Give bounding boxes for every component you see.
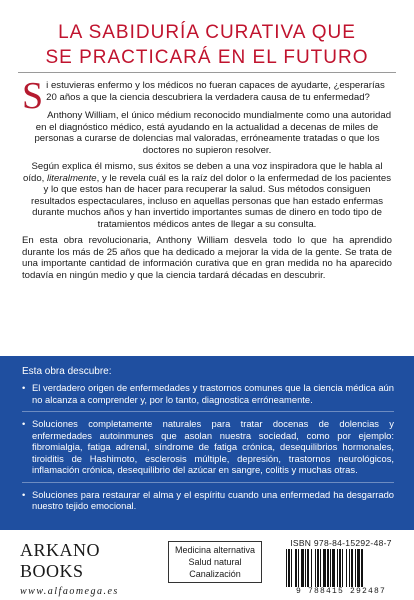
cover-headline [0, 20, 414, 70]
headline-line-1: LA SABIDURÍA CURATIVA QUE [58, 22, 356, 43]
category-1: Medicina alternativa [174, 545, 256, 555]
barcode-bar [320, 549, 321, 587]
barcode-bar [330, 549, 331, 587]
paragraph-3-emphasis: literalmente [47, 172, 97, 184]
barcode-bar [361, 549, 363, 587]
feature-item-1: • El verdadero origen de enfermedades y trastornos comunes que la ciencia médica aún no alcanza a comprender y, por lo tanto, diagnostica erróneamente. [22, 382, 394, 405]
barcode-bar [286, 549, 287, 587]
publisher-name: ARKANO BOOKS [20, 540, 101, 581]
barcode-bar [355, 549, 356, 587]
barcode-bar [357, 549, 360, 587]
features-heading: Esta obra descubre: [22, 366, 112, 377]
barcode-icon [284, 549, 398, 587]
barcode-bar [307, 549, 309, 587]
barcode-number: 9 788415 292487 [295, 587, 386, 596]
barcode-bar [305, 549, 306, 587]
barcode-bar [339, 549, 341, 587]
isbn-label: ISBN 978-84-15292-48-7 [290, 538, 392, 548]
paragraph-4: En esta obra revolucionaria, Anthony William desvela todo lo que ha aprendido durante los más de 25 años que ha dedicado a mejorar la vida de la gente. Se trata de una importante cantidad de información curativa que en gran medida no ha aparecido todavía en ningún medio y que la ciencia tardará décadas en descubrir. [22, 235, 392, 281]
barcode-bar [317, 549, 319, 587]
barcode-bar [342, 549, 343, 587]
feature-item-3: • Soluciones para restaurar el alma y el espíritu cuando una enfermedad ha desgarrado nuestro tejido emocional. [22, 482, 394, 512]
barcode-bar [332, 549, 335, 587]
drop-cap: S [22, 75, 44, 117]
barcode-bar [298, 549, 299, 587]
category-2: Salud natural [188, 557, 242, 567]
barcode-bar [315, 549, 316, 587]
barcode-bar [295, 549, 297, 587]
isbn-block [284, 538, 398, 596]
barcode-bar [351, 549, 353, 587]
feature-item-2: • Soluciones completamente naturales para tratar docenas de dolencias y enfermedades autoinmunes que asolan nuestra sociedad, como por ejemplo: fibromialgia, fatiga adrenal, síndrome de fatiga crónica, desequilibrios hormonales, tiroiditis de Hashimoto, esclerosis múltiple, depresión, trastornos neurológicos, inflamación crónica, desequilibrio del azúcar en sangre, colitis y muchas otras. [22, 411, 394, 476]
paragraph-1 [22, 75, 392, 117]
paragraph-1-text: i estuvieras enfermo y los médicos no fueran capaces de ayudarte, ¿esperarías 20 años a que la ciencia descubriera la verdadera causa de tu enfermedad? [46, 80, 385, 103]
paragraph-3-b: , y le revela cuál es la raíz del dolor o la enfermedad de los pacientes y lo que estos han de hacer para recuperar la salud. Sus métodos consiguen resultados espectaculares, incluso en aquellas personas que han estado enfermas durante muchos años y han invertido importantes sumas de dinero en todo tipo de tratamientos médicos antes de llegar a su consulta. [31, 172, 391, 230]
barcode-bar [346, 549, 347, 587]
category-3: Canalización [189, 569, 241, 579]
barcode-bar [311, 549, 312, 587]
publisher-url: www.alfaomega.es [20, 586, 119, 597]
barcode-bar [288, 549, 290, 587]
barcode-bar [323, 549, 326, 587]
barcode-bar [337, 549, 338, 587]
category-box [168, 541, 262, 583]
paragraph-3 [22, 161, 392, 230]
top-divider [18, 72, 396, 73]
blurb-text [22, 75, 392, 286]
barcode-bar [291, 549, 292, 587]
headline-line-2: SE PRACTICARÁ EN EL FUTURO [45, 47, 369, 68]
paragraph-2: Anthony William, el único médium reconocido mundialmente como una autoridad en el diagnóstico médico, está ayudando en la actualidad a decenas de miles de personas a curarse de dolencias mal valoradas, erróneamente tratadas o que los doctores no supieron resolver. [34, 110, 392, 156]
barcode-bar [349, 549, 350, 587]
barcode-bar [327, 549, 329, 587]
paragraph-3-a: Según explica él mismo, sus éxitos se deben a una voz inspiradora que le habla al oído, [23, 161, 383, 184]
features-list [22, 382, 394, 512]
barcode-bar [301, 549, 304, 587]
publisher-logo [20, 540, 160, 597]
